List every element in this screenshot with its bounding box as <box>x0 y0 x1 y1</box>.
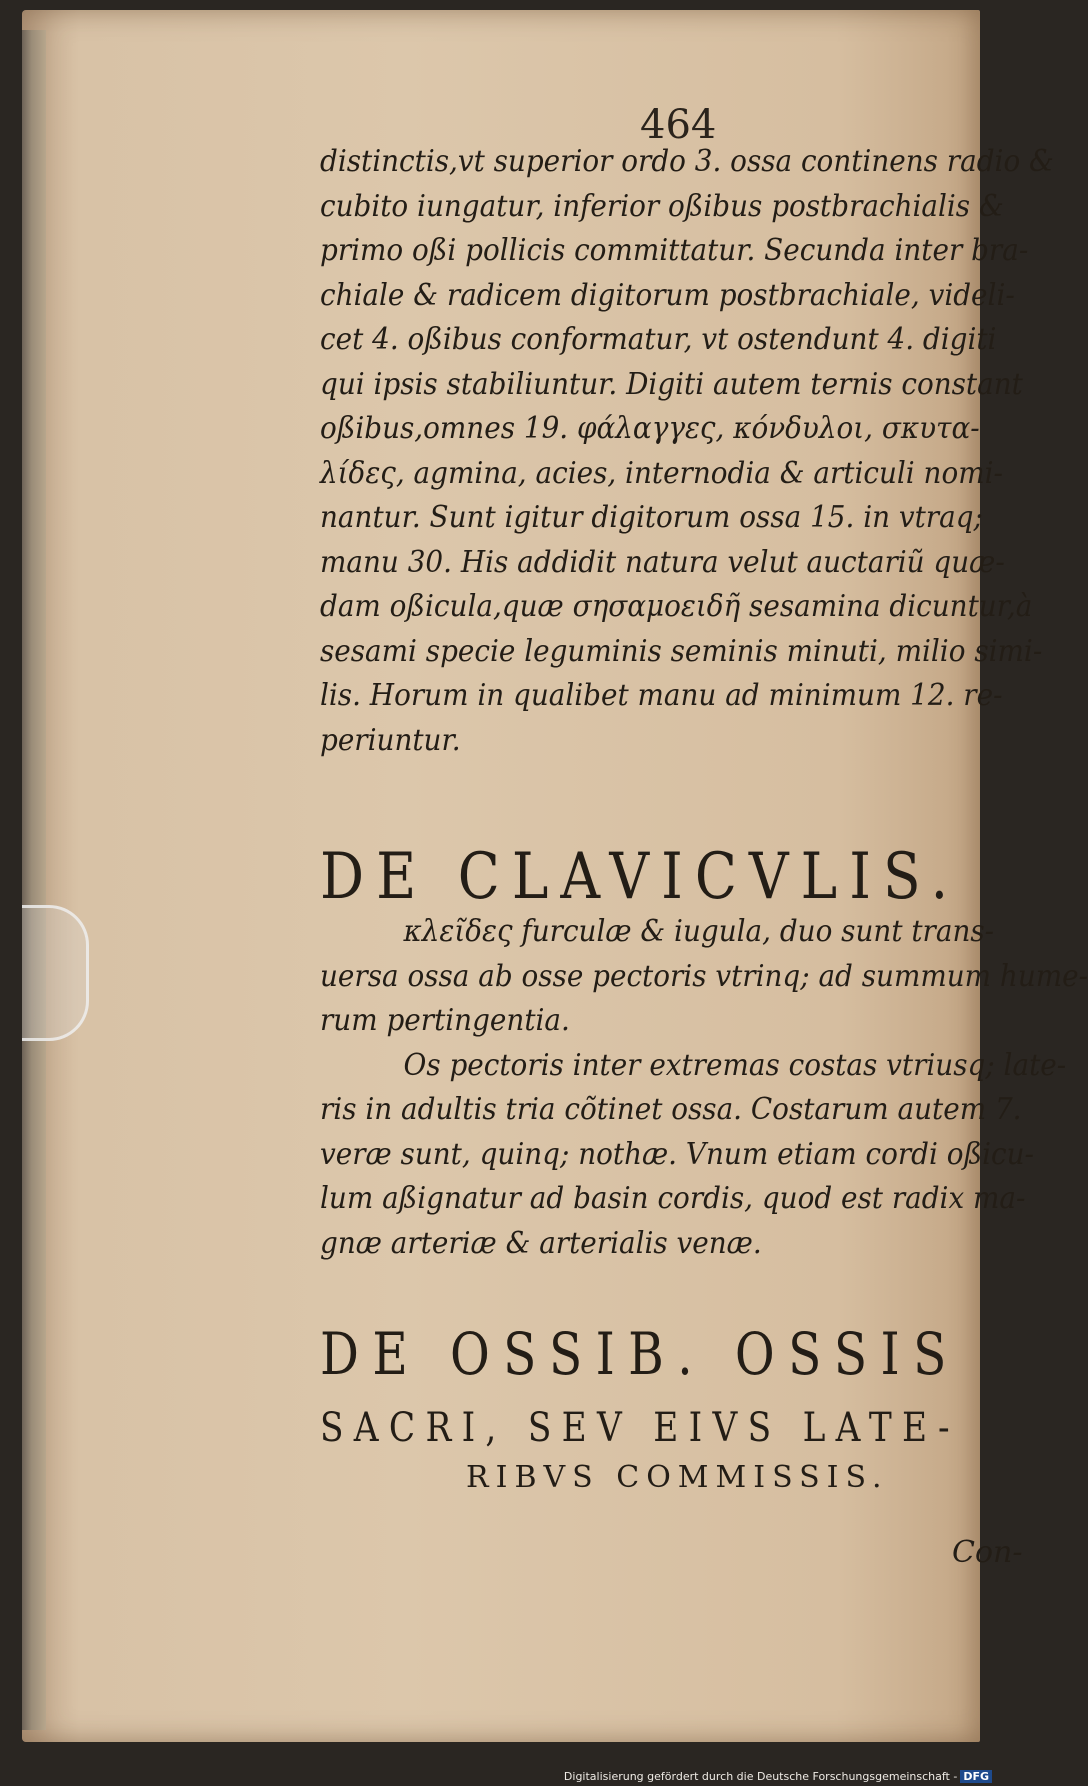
book-page <box>22 10 1088 1742</box>
text-line: cubito iungatur, inferior oßibus postbrachialis & <box>320 188 1004 224</box>
text-line: rum pertingentia. <box>320 1003 570 1038</box>
section-heading-clavicles: DE CLAVICVLIS. <box>320 840 961 914</box>
section-heading-sacrum-line2: SACRI, SEV EIVS LATE- <box>320 1405 960 1451</box>
page-clip <box>22 905 89 1041</box>
text-line: λίδες, agmina, acies, internodia & articuli nomi- <box>320 455 1003 491</box>
text-line: primo oßi pollicis committatur. Secunda inter bra- <box>320 233 1029 268</box>
text-line: lis. Horum in qualibet manu ad minimum 12. re- <box>320 678 1003 713</box>
text-line: qui ipsis stabiliuntur. Digiti autem ternis constant <box>320 366 1023 402</box>
text-block-clavicles <box>320 910 1088 1266</box>
text-line: κλεῖδες furculæ & iugula, duo sunt trans- <box>403 914 995 949</box>
text-line: distinctis,vt superior ordo 3. ossa continens radio & <box>320 144 1054 179</box>
dfg-logo: DFG <box>960 1770 992 1783</box>
text-line: ris in adultis tria cõtinet ossa. Costarum autem 7. <box>320 1092 1022 1127</box>
text-line: sesami specie leguminis seminis minuti, milio simi- <box>320 633 1043 669</box>
page-edge <box>22 30 46 1730</box>
credit-text: Digitalisierung gefördert durch die Deutsche Forschungsgemeinschaft - <box>563 1770 958 1783</box>
section-heading-sacrum-line1: DE OSSIB. OSSIS <box>320 1320 960 1388</box>
text-line: uersa ossa ab osse pectoris vtrinq; ad summum hume- <box>320 958 1088 994</box>
text-line: lum aßignatur ad basin cordis, quod est radix ma- <box>320 1181 1026 1216</box>
text-line: oßibus,omnes 19. φάλαγγες, κόνδυλοι, σκυτα- <box>320 411 980 446</box>
text-line: manu 30. His addidit natura velut auctariũ quæ- <box>320 544 1005 580</box>
text-line: cet 4. oßibus conformatur, vt ostendunt 4. digiti <box>320 322 997 357</box>
text-line: dam oßicula,quæ σησαμοειδῆ sesamina dicuntur,à <box>320 589 1033 624</box>
text-line: chiale & radicem digitorum postbrachiale, videli- <box>320 277 1015 313</box>
page-number: 464 <box>640 102 717 148</box>
text-line: periuntur. <box>320 722 461 758</box>
text-line: veræ sunt, quinq; nothæ. Vnum etiam cordi oßicu- <box>320 1136 1034 1172</box>
text-line: nantur. Sunt igitur digitorum ossa 15. in vtraq; <box>320 500 983 535</box>
text-line: Os pectoris inter extremas costas vtriusq; late- <box>403 1047 1067 1083</box>
text-block-hand-bones <box>320 140 1054 763</box>
section-heading-sacrum-line3: RIBVS COMMISSIS. <box>466 1460 889 1495</box>
text-line: gnæ arteriæ & arterialis venæ. <box>320 1225 762 1261</box>
digitization-credit <box>564 1770 992 1783</box>
catchword: Con- <box>952 1535 1023 1570</box>
